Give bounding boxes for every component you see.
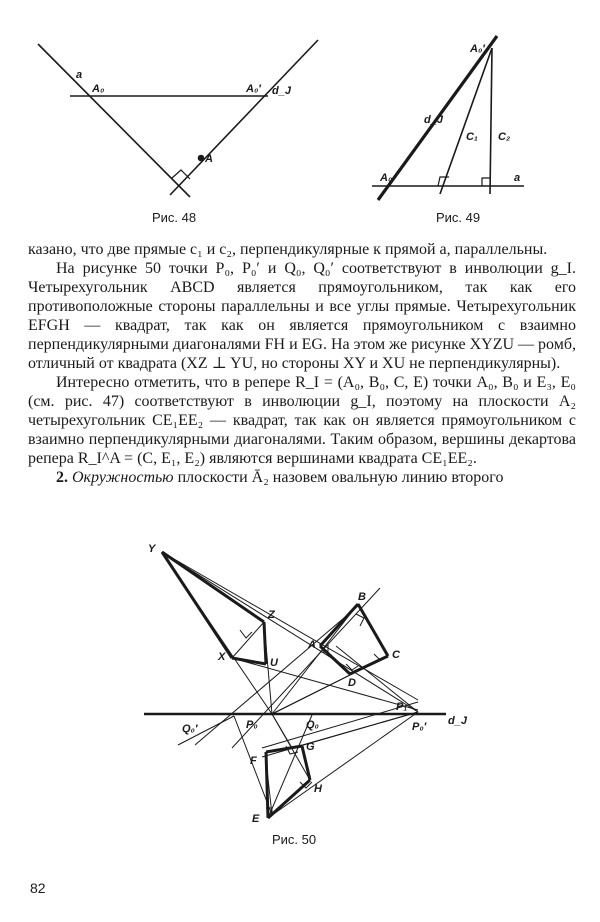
paragraph-4 [28,468,576,487]
fig48-caption: Рис. 48 [152,210,197,225]
fig49-label-a0p: A₀′ [470,43,485,55]
fig50-label-c: C [392,649,400,661]
fig49-caption: Рис. 49 [436,210,481,225]
paragraph-1: казано, что две прямые c₁ и c₂, перпендикулярные к прямой a, параллельны. [28,241,548,258]
paragraph-2: На рисунке 50 точки P₀, P₀′ и Q₀, Q₀′ соответствуют в инволюции g_I. Четырехугольник ABCD является прямоугольником, так как его противоположные стороны параллельны и все углы прямые. Четырехугольник EFGH — квадрат, так как он является прямоугольником с взаимно перпендикулярными диагоналями FH и EG. На этом же рисунке XYZU — ромб, отличный от квадрата (XZ ⊥ YU, но стороны XY и XU не перпендикулярны). [28,260,576,372]
fig49-right-angle-c2 [482,178,490,186]
fig48-label-a0p: A₀′ [246,83,261,95]
fig50-label-q0p: Q₀′ [182,723,198,735]
fig50-label-h: H [314,783,322,795]
fig50-rhombus-xyzu [162,552,266,664]
figure-50 [144,552,446,818]
fig50-label-b: B [358,591,366,603]
fig49-label-dj: d_J [424,114,443,126]
fig50-label-x: X [218,651,226,663]
fig49-line-c1 [440,48,492,194]
fig50-label-g: G [306,741,315,753]
fig50-label-q0: Q₀ [306,719,319,731]
fig49-label-a: a [514,172,521,184]
fig50-label-p1: P₁ [396,701,408,713]
fig50-label-a: A [308,639,316,651]
fig50-label-d: D [348,677,356,689]
fig49-label-c2: C₂ [498,131,511,143]
fig48-point-a [199,156,204,161]
fig50-construction-lines [162,552,418,818]
figure-48 [38,40,318,197]
fig48-label-dj: d_J [272,85,291,97]
fig50-label-f: F [250,755,257,767]
fig50-label-u: U [270,657,278,669]
figure-49 [372,36,524,200]
paragraph-4-number: 2. [56,469,68,486]
paragraph-4-rest: плоскости Ā₂ назовем овальную линию второго [173,469,504,486]
paragraph-3: Интересно отметить, что в репере R_I = (A₀, B₀, C, E) точки A₀, B₀ и E₃, E₀ (см. рис. 47) соответствуют в инволюции g_I, поэтому на плоскости A₂ четырехугольник CE₁EE₂ — квадрат, так как он является прямоугольником с взаимно перпендикулярными диагоналями. Таким образом, вершины декартова репера R_I^A = (C, E₁, E₂) являются вершинами квадрата CE₁EE₂. [28,374,576,467]
fig48-label-point-a: A [205,153,213,165]
fig49-label-c1: C₁ [466,131,478,143]
fig49-label-a0: A₀ [380,172,393,184]
fig48-line-a [38,44,190,197]
fig50-label-dj: d_J [448,715,467,727]
fig50-right-angle-b [356,614,364,626]
fig50-diagonal-xz [232,622,264,658]
body-text [28,240,576,487]
fig50-caption: Рис. 50 [272,832,317,847]
fig50-label-e: E [252,813,260,825]
fig50-label-p0p: P₀′ [412,721,427,733]
page-number: 82 [30,880,46,896]
figure-48-labels [76,69,292,165]
fig50-label-p0: P₀ [246,719,258,731]
paragraph-4-term: Окружностью [72,469,174,486]
fig50-right-angle-d [346,664,358,670]
fig48-line-a0p [170,40,318,195]
fig48-label-a0: A₀ [92,83,105,95]
fig50-label-z: Z [268,609,275,621]
fig48-label-a: a [76,69,83,81]
figure-49-labels [379,43,520,184]
fig49-line-c2 [490,48,492,194]
fig50-label-y: Y [148,543,156,555]
